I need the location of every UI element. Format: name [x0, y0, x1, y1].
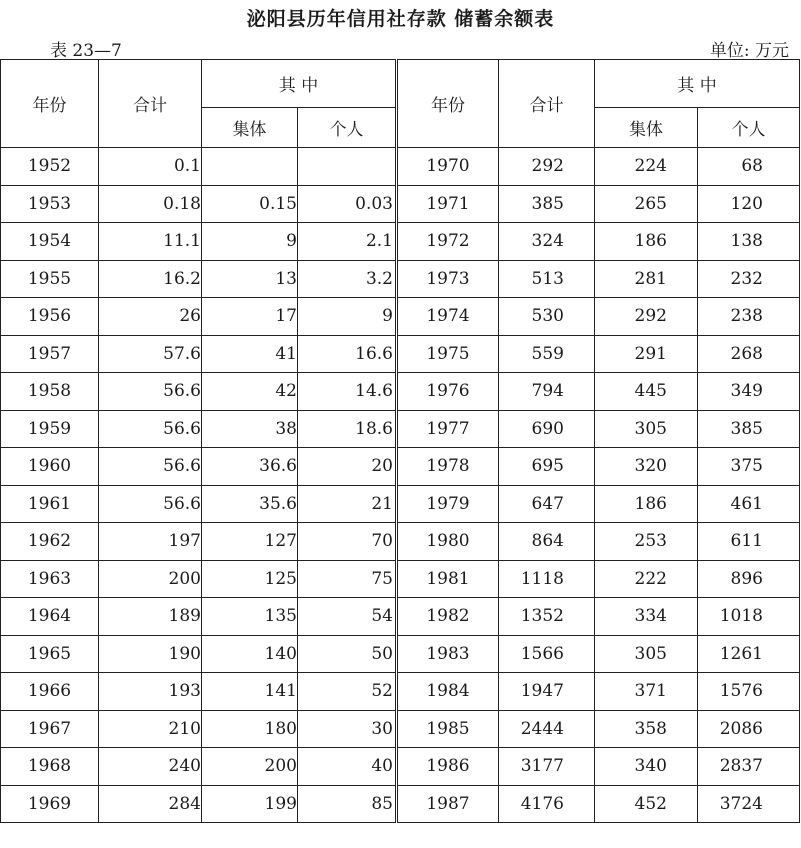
- cell-collective-right: 265: [595, 185, 698, 223]
- cell-total-left: 197: [99, 523, 202, 561]
- cell-year-right: 1972: [397, 223, 499, 261]
- cell-total-left: 0.18: [99, 185, 202, 223]
- cell-collective-left: 38: [202, 410, 298, 448]
- cell-individual-right: 232: [698, 260, 800, 298]
- cell-individual-right: 611: [698, 523, 800, 561]
- cell-collective-right: 371: [595, 673, 698, 711]
- cell-individual-left: [298, 148, 397, 186]
- cell-year-right: 1987: [397, 785, 499, 823]
- cell-year-left: 1959: [1, 410, 99, 448]
- table-row: [1, 410, 800, 448]
- cell-year-right: 1970: [397, 148, 499, 186]
- cell-total-right: 513: [499, 260, 595, 298]
- cell-year-right: 1984: [397, 673, 499, 711]
- cell-individual-right: 1576: [698, 673, 800, 711]
- cell-year-right: 1975: [397, 335, 499, 373]
- cell-year-right: 1976: [397, 373, 499, 411]
- table-row: [1, 148, 800, 186]
- header-collective-right: 集体: [595, 108, 698, 148]
- header-of-which-right: 其 中: [595, 60, 800, 108]
- cell-individual-left: 52: [298, 673, 397, 711]
- cell-collective-right: 340: [595, 748, 698, 786]
- cell-individual-right: 2837: [698, 748, 800, 786]
- cell-total-right: 2444: [499, 710, 595, 748]
- cell-collective-left: 41: [202, 335, 298, 373]
- cell-collective-right: 253: [595, 523, 698, 561]
- cell-year-left: 1960: [1, 448, 99, 486]
- cell-total-left: 190: [99, 635, 202, 673]
- cell-individual-right: 896: [698, 560, 800, 598]
- cell-collective-right: 292: [595, 298, 698, 336]
- cell-individual-right: 120: [698, 185, 800, 223]
- cell-individual-right: 375: [698, 448, 800, 486]
- cell-year-left: 1968: [1, 748, 99, 786]
- cell-collective-right: 358: [595, 710, 698, 748]
- cell-total-right: 647: [499, 485, 595, 523]
- cell-collective-left: 140: [202, 635, 298, 673]
- cell-individual-left: 18.6: [298, 410, 397, 448]
- cell-individual-right: 349: [698, 373, 800, 411]
- deposit-balance-table: [0, 59, 800, 823]
- cell-year-left: 1969: [1, 785, 99, 823]
- cell-total-left: 57.6: [99, 335, 202, 373]
- cell-year-right: 1971: [397, 185, 499, 223]
- table-row: [1, 485, 800, 523]
- cell-total-left: 189: [99, 598, 202, 636]
- cell-individual-left: 30: [298, 710, 397, 748]
- cell-individual-right: 68: [698, 148, 800, 186]
- cell-collective-left: 127: [202, 523, 298, 561]
- header-year-right: 年份: [397, 60, 499, 148]
- cell-individual-right: 238: [698, 298, 800, 336]
- cell-year-left: 1964: [1, 598, 99, 636]
- cell-collective-left: 199: [202, 785, 298, 823]
- cell-total-right: 864: [499, 523, 595, 561]
- cell-total-right: 695: [499, 448, 595, 486]
- cell-collective-left: 180: [202, 710, 298, 748]
- table-row: [1, 523, 800, 561]
- cell-individual-right: 268: [698, 335, 800, 373]
- cell-collective-right: 186: [595, 223, 698, 261]
- header-year-left: 年份: [1, 60, 99, 148]
- table-row: [1, 598, 800, 636]
- cell-collective-right: 305: [595, 635, 698, 673]
- cell-total-right: 324: [499, 223, 595, 261]
- unit-label: 单位: 万元: [709, 41, 789, 61]
- header-individual-right: 个人: [698, 108, 800, 148]
- table-row: [1, 748, 800, 786]
- cell-total-left: 56.6: [99, 448, 202, 486]
- cell-individual-left: 0.03: [298, 185, 397, 223]
- header-total-left: 合计: [99, 60, 202, 148]
- cell-total-right: 3177: [499, 748, 595, 786]
- cell-year-left: 1953: [1, 185, 99, 223]
- cell-individual-right: 2086: [698, 710, 800, 748]
- cell-individual-right: 138: [698, 223, 800, 261]
- cell-individual-left: 70: [298, 523, 397, 561]
- cell-individual-left: 9: [298, 298, 397, 336]
- cell-total-left: 56.6: [99, 485, 202, 523]
- cell-year-right: 1982: [397, 598, 499, 636]
- table-row: [1, 673, 800, 711]
- table-row: [1, 298, 800, 336]
- cell-year-right: 1974: [397, 298, 499, 336]
- cell-year-right: 1986: [397, 748, 499, 786]
- cell-total-left: 16.2: [99, 260, 202, 298]
- cell-collective-right: 291: [595, 335, 698, 373]
- cell-collective-left: 42: [202, 373, 298, 411]
- cell-year-left: 1955: [1, 260, 99, 298]
- table-row: [1, 260, 800, 298]
- cell-collective-left: 17: [202, 298, 298, 336]
- cell-individual-right: 461: [698, 485, 800, 523]
- cell-collective-left: [202, 148, 298, 186]
- cell-total-right: 530: [499, 298, 595, 336]
- cell-total-left: 56.6: [99, 410, 202, 448]
- cell-collective-right: 445: [595, 373, 698, 411]
- cell-total-left: 210: [99, 710, 202, 748]
- cell-year-left: 1965: [1, 635, 99, 673]
- cell-year-right: 1977: [397, 410, 499, 448]
- cell-collective-left: 13: [202, 260, 298, 298]
- table-row: [1, 185, 800, 223]
- cell-total-left: 0.1: [99, 148, 202, 186]
- cell-year-left: 1966: [1, 673, 99, 711]
- cell-total-right: 1947: [499, 673, 595, 711]
- cell-individual-left: 40: [298, 748, 397, 786]
- cell-total-right: 4176: [499, 785, 595, 823]
- table-row: [1, 710, 800, 748]
- cell-total-left: 11.1: [99, 223, 202, 261]
- cell-collective-right: 224: [595, 148, 698, 186]
- cell-individual-left: 3.2: [298, 260, 397, 298]
- header-total-right: 合计: [499, 60, 595, 148]
- cell-individual-right: 385: [698, 410, 800, 448]
- cell-individual-right: 1018: [698, 598, 800, 636]
- cell-year-right: 1981: [397, 560, 499, 598]
- cell-collective-right: 186: [595, 485, 698, 523]
- cell-individual-right: 1261: [698, 635, 800, 673]
- cell-individual-left: 75: [298, 560, 397, 598]
- cell-collective-left: 35.6: [202, 485, 298, 523]
- cell-year-left: 1958: [1, 373, 99, 411]
- cell-total-right: 292: [499, 148, 595, 186]
- table-row: [1, 373, 800, 411]
- cell-total-left: 200: [99, 560, 202, 598]
- cell-individual-left: 21: [298, 485, 397, 523]
- header-of-which-left: 其 中: [202, 60, 397, 108]
- table-row: [1, 560, 800, 598]
- cell-collective-left: 36.6: [202, 448, 298, 486]
- cell-total-right: 794: [499, 373, 595, 411]
- cell-year-right: 1973: [397, 260, 499, 298]
- cell-collective-right: 281: [595, 260, 698, 298]
- table-row: [1, 785, 800, 823]
- cell-individual-right: 3724: [698, 785, 800, 823]
- cell-year-right: 1978: [397, 448, 499, 486]
- cell-year-left: 1961: [1, 485, 99, 523]
- cell-year-left: 1954: [1, 223, 99, 261]
- document-title: 泌阳县历年信用社存款 储蓄余额表: [246, 8, 555, 30]
- cell-year-left: 1962: [1, 523, 99, 561]
- cell-total-left: 284: [99, 785, 202, 823]
- cell-total-right: 690: [499, 410, 595, 448]
- cell-year-left: 1967: [1, 710, 99, 748]
- cell-individual-left: 20: [298, 448, 397, 486]
- table-body: [1, 148, 800, 823]
- cell-total-right: 385: [499, 185, 595, 223]
- cell-collective-left: 0.15: [202, 185, 298, 223]
- cell-year-left: 1952: [1, 148, 99, 186]
- table-row: [1, 335, 800, 373]
- cell-year-right: 1979: [397, 485, 499, 523]
- cell-year-right: 1983: [397, 635, 499, 673]
- cell-year-right: 1980: [397, 523, 499, 561]
- cell-total-right: 559: [499, 335, 595, 373]
- cell-year-right: 1985: [397, 710, 499, 748]
- cell-individual-left: 54: [298, 598, 397, 636]
- cell-individual-left: 2.1: [298, 223, 397, 261]
- cell-total-right: 1566: [499, 635, 595, 673]
- cell-collective-right: 222: [595, 560, 698, 598]
- cell-collective-left: 141: [202, 673, 298, 711]
- table-number: 表 23—7: [50, 41, 122, 61]
- cell-total-right: 1118: [499, 560, 595, 598]
- cell-year-left: 1963: [1, 560, 99, 598]
- cell-total-left: 193: [99, 673, 202, 711]
- cell-individual-left: 14.6: [298, 373, 397, 411]
- cell-total-right: 1352: [499, 598, 595, 636]
- cell-collective-right: 334: [595, 598, 698, 636]
- cell-year-left: 1957: [1, 335, 99, 373]
- cell-individual-left: 16.6: [298, 335, 397, 373]
- cell-collective-right: 305: [595, 410, 698, 448]
- table-row: [1, 448, 800, 486]
- cell-collective-left: 125: [202, 560, 298, 598]
- cell-collective-left: 9: [202, 223, 298, 261]
- cell-individual-left: 85: [298, 785, 397, 823]
- cell-total-left: 56.6: [99, 373, 202, 411]
- cell-collective-right: 320: [595, 448, 698, 486]
- table-row: [1, 635, 800, 673]
- header-collective-left: 集体: [202, 108, 298, 148]
- cell-collective-right: 452: [595, 785, 698, 823]
- cell-collective-left: 200: [202, 748, 298, 786]
- cell-total-left: 240: [99, 748, 202, 786]
- table-row: [1, 223, 800, 261]
- cell-total-left: 26: [99, 298, 202, 336]
- cell-individual-left: 50: [298, 635, 397, 673]
- header-individual-left: 个人: [298, 108, 397, 148]
- cell-year-left: 1956: [1, 298, 99, 336]
- cell-collective-left: 135: [202, 598, 298, 636]
